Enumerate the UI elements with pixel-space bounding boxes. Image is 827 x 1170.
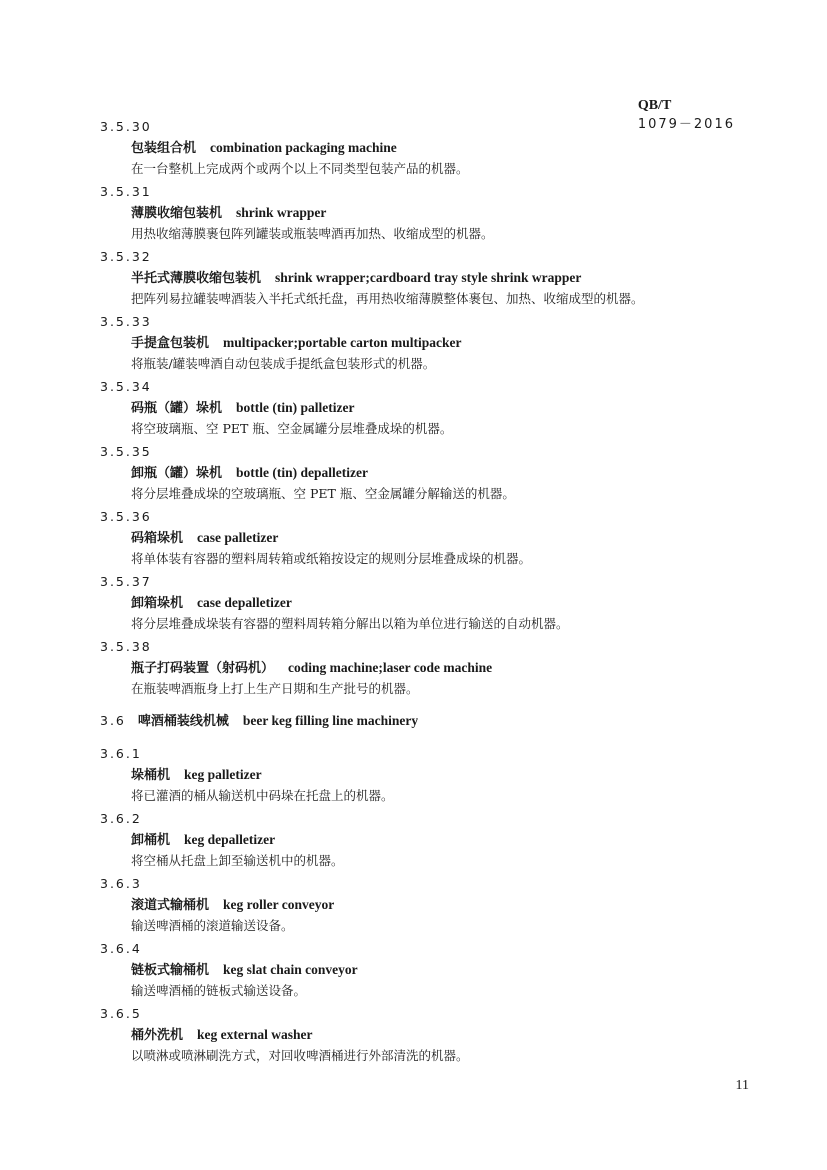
term-title: [131, 137, 760, 159]
term-entry: [100, 116, 760, 181]
term-entry: [100, 571, 760, 636]
term-zh: 码箱垛机: [131, 531, 184, 546]
term-zh: 滚道式输桶机: [131, 898, 210, 913]
term-definition: 将空桶从托盘上卸至输送机中的机器。: [131, 853, 344, 868]
term-definition: 把阵列易拉罐装啤酒装入半托式纸托盘，再用热收缩薄膜整体裹包、加热、收缩成型的机器。: [131, 291, 644, 306]
clause-number: 3.6.1: [100, 746, 142, 761]
term-entry: [100, 376, 760, 441]
term-zh: 包装组合机: [131, 141, 197, 156]
term-entry: [100, 873, 760, 938]
term-title: [131, 462, 760, 484]
term-title: [131, 959, 760, 981]
clause-number: 3.5.33: [100, 314, 152, 329]
term-definition: 将单体装有容器的塑料周转箱或纸箱按设定的规则分层堆叠成垛的机器。: [131, 551, 532, 566]
term-definition: 在一台整机上完成两个或两个以上不同类型包装产品的机器。: [131, 161, 469, 176]
term-en: shrink wrapper: [236, 205, 327, 220]
term-zh: 链板式输桶机: [131, 963, 210, 978]
section-title-zh: 啤酒桶装线机械: [137, 714, 229, 729]
standard-number: 1079－2016: [637, 117, 735, 132]
term-list-3-6: [100, 743, 760, 1068]
term-en: keg roller conveyor: [223, 897, 335, 912]
term-definition: 将分层堆叠成垛装有容器的塑料周转箱分解出以箱为单位进行输送的自动机器。: [131, 616, 569, 631]
term-entry: [100, 1003, 760, 1068]
term-definition: 输送啤酒桶的滚道输送设备。: [131, 918, 294, 933]
term-entry: [100, 808, 760, 873]
term-en: shrink wrapper;cardboard tray style shrink wrapper: [275, 270, 582, 285]
term-title: [131, 202, 760, 224]
term-en: keg depalletizer: [184, 832, 276, 847]
term-title: [131, 592, 760, 614]
clause-number: 3.5.37: [100, 574, 152, 589]
term-definition: 将分层堆叠成垛的空玻璃瓶、空 PET 瓶、空金属罐分解输送的机器。: [131, 486, 515, 501]
clause-number: 3.5.38: [100, 639, 152, 654]
term-zh: 半托式薄膜收缩包装机: [131, 271, 262, 286]
term-title: [131, 894, 760, 916]
term-list-3-5: [100, 116, 760, 701]
term-en: keg slat chain conveyor: [223, 962, 358, 977]
term-zh: 薄膜收缩包装机: [131, 206, 223, 221]
term-title: [131, 829, 760, 851]
term-title: [131, 267, 760, 289]
clause-number: 3.6.4: [100, 941, 142, 956]
term-entry: [100, 246, 760, 311]
term-zh: 卸桶机: [131, 833, 171, 848]
clause-number: 3.5.31: [100, 184, 152, 199]
term-entry: [100, 311, 760, 376]
term-title: [131, 527, 760, 549]
term-definition: 输送啤酒桶的链板式输送设备。: [131, 983, 307, 998]
term-entry: [100, 441, 760, 506]
clause-number: 3.6.5: [100, 1006, 142, 1021]
term-zh: 瓶子打码装置（射码机）: [131, 661, 275, 676]
clause-number: 3.5.34: [100, 379, 152, 394]
clause-number: 3.5.30: [100, 119, 152, 134]
term-en: combination packaging machine: [210, 140, 397, 155]
standard-code: QB/T: [637, 98, 672, 113]
term-title: [131, 657, 760, 679]
term-zh: 卸瓶（罐）垛机: [131, 466, 223, 481]
term-zh: 手提盒包装机: [131, 336, 210, 351]
term-zh: 卸箱垛机: [131, 596, 184, 611]
term-en: coding machine;laser code machine: [288, 660, 493, 675]
clause-number: 3.5.36: [100, 509, 152, 524]
term-en: case depalletizer: [197, 595, 292, 610]
document-body: [100, 116, 760, 1068]
term-title: [131, 397, 760, 419]
term-zh: 桶外洗机: [131, 1028, 184, 1043]
term-definition: 将空玻璃瓶、空 PET 瓶、空金属罐分层堆叠成垛的机器。: [131, 421, 453, 436]
term-title: [131, 1024, 760, 1046]
term-definition: 以喷淋或喷淋刷洗方式，对回收啤酒桶进行外部清洗的机器。: [131, 1048, 469, 1063]
term-entry: [100, 636, 760, 701]
clause-number: 3.5.35: [100, 444, 152, 459]
term-zh: 垛桶机: [131, 768, 171, 783]
term-zh: 码瓶（罐）垛机: [131, 401, 223, 416]
term-en: case palletizer: [197, 530, 279, 545]
term-en: multipacker;portable carton multipacker: [223, 335, 462, 350]
term-entry: [100, 506, 760, 571]
term-entry: [100, 181, 760, 246]
term-definition: 将已灌酒的桶从输送机中码垛在托盘上的机器。: [131, 788, 394, 803]
section-heading: [100, 704, 760, 736]
term-title: [131, 764, 760, 786]
page-number: 11: [735, 1078, 749, 1093]
term-definition: 将瓶装/罐装啤酒自动包装成手提纸盒包装形式的机器。: [131, 356, 436, 371]
term-en: keg external washer: [197, 1027, 313, 1042]
term-entry: [100, 938, 760, 1003]
term-en: keg palletizer: [184, 767, 262, 782]
clause-number: 3.6.2: [100, 811, 142, 826]
clause-number: 3.5.32: [100, 249, 152, 264]
term-definition: 在瓶装啤酒瓶身上打上生产日期和生产批号的机器。: [131, 681, 419, 696]
term-entry: [100, 743, 760, 808]
section-title-en: beer keg filling line machinery: [242, 713, 419, 728]
term-title: [131, 332, 760, 354]
section-number: 3.6: [100, 713, 126, 728]
clause-number: 3.6.3: [100, 876, 142, 891]
term-en: bottle (tin) palletizer: [236, 400, 355, 415]
term-en: bottle (tin) depalletizer: [236, 465, 368, 480]
term-definition: 用热收缩薄膜裹包阵列罐装或瓶装啤酒再加热、收缩成型的机器。: [131, 226, 494, 241]
